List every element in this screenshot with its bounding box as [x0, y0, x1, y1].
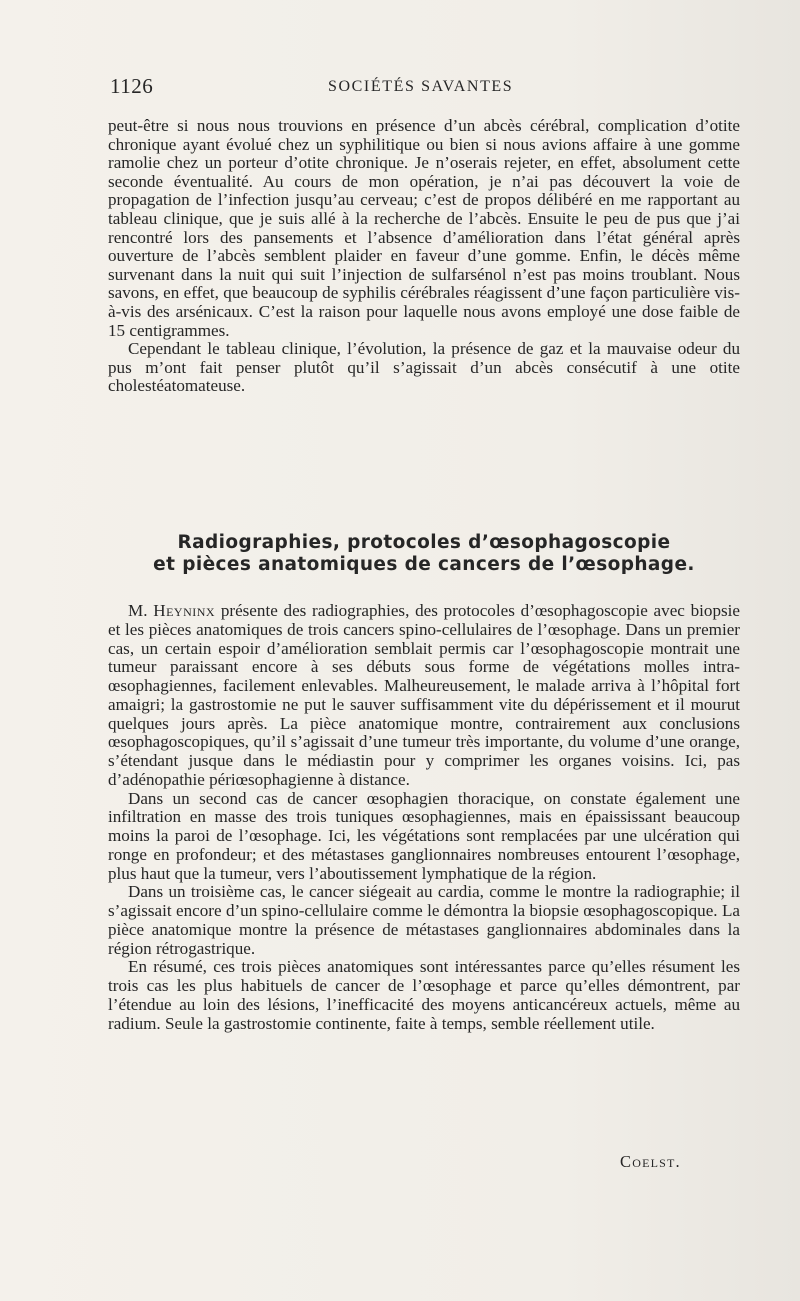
body-paragraph: Cependant le tableau clinique, l’évolution, la présence de gaz et la mauvaise odeur du pus m’ont fait penser plutôt qu’il s’agissait d’un abcès consécutif à une otite cholestéatomateuse. [108, 339, 740, 396]
body-paragraph: Dans un troisième cas, le cancer siégeait au cardia, comme le montre la radiographie; il s’agissait encore d’un spino-cellulaire comme le démontra la biopsie œsophagoscopique. La pièce anatomique montre la présence de métastases ganglionnaires abdominales dans la région rétrogastrique. [108, 882, 740, 958]
page-number: 1126 [110, 74, 154, 98]
body-paragraph: peut-être si nous nous trouvions en présence d’un abcès cérébral, complication d’otite chronique ayant évolué chez un syphilitique ou bien si nous avions affaire à une gomme ramolie chez un porteur d’otite chronique. Je n’oserais rejeter, en effet, absolument cette seconde éventualité. Au cours de mon opération, je n’ai pas découvert la voie de propagation de l’infection jusqu’au cerveau; c’est de propos délibéré en me rapportant au tableau clinique, que je suis allé à la recherche de l’abcès. Ensuite le peu de pus que j’ai rencontré lors des pansements et l’absence d’amélioration dans l’état général après ouverture de l’abcès semblent plaider en faveur d’une gomme. Enfin, le décès même survenant dans la nuit qui suit l’injection de sulfarsénol n’est pas moins troublant. Nous savons, en effet, que beaucoup de syphilis cérébrales réagissent d’une façon particulière vis-à-vis des arsénicaux. C’est la raison pour laquelle nous avons employé une dose faible de 15 centigrammes. [108, 116, 740, 340]
author-prefix: M. [128, 601, 148, 620]
body-paragraph: Dans un second cas de cancer œsophagien thoracique, on constate également une infiltration en masse des trois tuniques œsophagiennes, mais en épaississant beaucoup moins la paroi de l’œsophage. Ici, les végétations sont remplacées par une ulcération qui ronge en profondeur; et des métastases ganglionnaires nombreuses entourent l’œsophage, plus haut que la tumeur, vers l’aboutissement lymphatique de la région. [108, 788, 740, 883]
paragraph-text: présente des radiographies, des protocoles d’œsophagoscopie avec biopsie et les pièces anatomiques de trois cancers spino-cellulaires de l’œsophage. Dans un premier cas, un certain espoir d’amélioration semblait permis car l’œsophagoscopie montrait une tumeur paraissant encore à ses débuts sous forme de végétations molles intra-œsophagiennes, facilement enlevables. Malheureusement, le malade arriva à l’hôpital fort amaigri; la gastrostomie ne put le sauver suffisamment vite du dépérissement et il mourut quelques jours après. La pièce anatomique montre, contrairement aux conclusions œsophagoscopiques, qu’il s’agissait d’une tumeur très importante, du volume d’une orange, s’étendant jusque dans le médiastin pour y comprimer les organes voisins. Ici, pas d’adénopathie périœsophagienne à distance. [108, 601, 740, 789]
running-title: SOCIÉTÉS SAVANTES [328, 78, 514, 95]
running-head [110, 74, 750, 104]
section-title [108, 532, 740, 576]
author-name: Heyninx [153, 601, 216, 620]
section-body [108, 602, 740, 1033]
signature: Coelst. [620, 1152, 681, 1171]
section-title-line: et pièces anatomiques de cancers de l’œsophage. [153, 554, 695, 575]
section-title-line: Radiographies, protocoles d’œsophagoscopie [177, 532, 671, 553]
body-paragraph: En résumé, ces trois pièces anatomiques sont intéressantes parce qu’elles résument les trois cas les plus habituels de cancer de l’œsophage et parce qu’elles démontrent, par l’étendue au loin des lésions, l’inefficacité des moyens anticancéreux actuels, même au radium. Seule la gastrostomie continente, faite à temps, semble réellement utile. [108, 957, 740, 1033]
continued-text [108, 117, 740, 396]
body-paragraph [108, 602, 740, 790]
